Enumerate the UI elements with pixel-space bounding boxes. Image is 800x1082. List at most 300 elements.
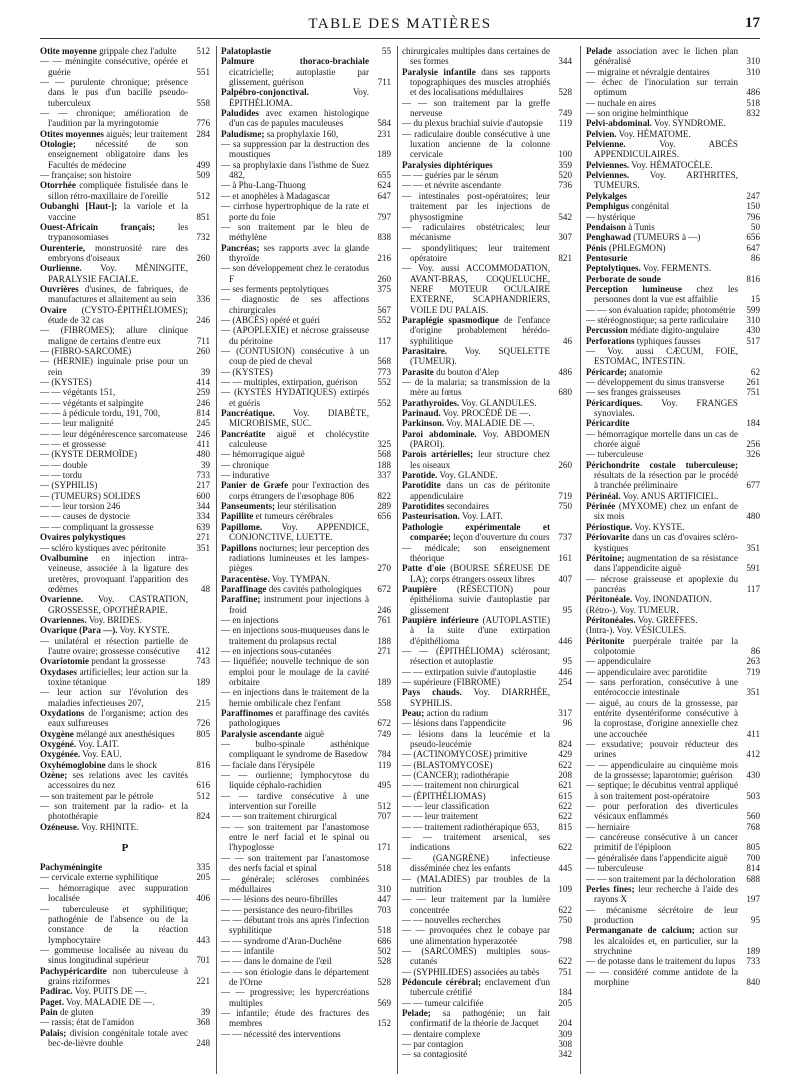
entry-text: — ses franges graisseuses: [586, 387, 681, 398]
entry-text: Voy. HÉMATOME.: [616, 128, 691, 139]
index-entry: [40, 222, 210, 243]
entry-headword: Peau;: [402, 708, 425, 718]
entry-page-number: 814: [196, 408, 210, 419]
entry-text: — — lésions des neuro-fibrilles: [221, 894, 338, 905]
index-entry: [586, 667, 760, 677]
index-entry: [586, 656, 760, 666]
entry-page-number: 184: [558, 987, 572, 998]
entry-text: — radiculaires obstétricales; leur mécanisme: [402, 221, 550, 243]
index-entry: [40, 305, 210, 326]
entry-page-number: 701: [196, 955, 210, 966]
entry-page-number: 216: [377, 252, 391, 263]
index-entry: [586, 139, 760, 160]
entry-text: — (KYSTES): [221, 366, 273, 377]
index-entry: [221, 936, 391, 946]
entry-page-number: 260: [558, 459, 572, 470]
entry-text: pour l'extraction des corps étrangers de l'œsophage 806: [229, 480, 369, 501]
entry-page-number: 430: [746, 770, 760, 781]
entry-text: — unilatéral et résection partielle de l'autre ovaire; grossesse consécutive: [40, 635, 188, 656]
entry-page-number: 39: [200, 459, 210, 470]
entry-headword: Parotidite: [402, 480, 441, 491]
entry-text: Voy. KYSTE.: [117, 625, 170, 636]
entry-text: leur recherche à l'aide des rayons X: [594, 883, 739, 905]
entry-page-number: 260: [196, 345, 210, 356]
index-entry: [40, 615, 210, 625]
index-entry: [221, 708, 391, 729]
index-entry: [40, 356, 210, 377]
entry-page-number: 204: [558, 1018, 572, 1029]
index-entry: [221, 191, 391, 201]
entry-page-number: 260: [196, 252, 210, 263]
entry-page-number: 342: [558, 1049, 572, 1060]
index-entry: [402, 46, 572, 67]
index-entry: [402, 67, 572, 98]
entry-text: (Intra-). Voy. VÉSICULES.: [586, 625, 687, 636]
entry-headword: Perception lumineuse: [586, 283, 682, 294]
index-entry: [402, 832, 572, 853]
entry-page-number: 197: [746, 894, 760, 905]
entry-headword: Papillite: [221, 511, 254, 522]
index-entry: [40, 770, 210, 791]
entry-text: secondaires: [444, 501, 489, 512]
entry-page-number: 308: [558, 1039, 572, 1049]
index-entry: [40, 346, 210, 356]
index-entry: [586, 67, 760, 77]
index-entry: [402, 1049, 572, 1059]
entry-text: — gommeuse localisée au niveau du sinus longitudinal supérieur: [40, 944, 188, 966]
index-entry: [40, 56, 210, 77]
entry-text: — sa suppression par la destruction des moustiques: [221, 139, 369, 160]
entry-text: — son traitement par le bleu de méthylène: [221, 221, 369, 243]
entry-text: anatomie: [626, 366, 663, 377]
index-entry: [586, 636, 760, 657]
entry-text: et paraffinage des cavités pathologiques: [229, 708, 369, 729]
entry-page-number: 655: [377, 170, 391, 181]
entry-page-number: 411: [746, 728, 760, 739]
entry-text: — (SYPHILIDES) associées au tabès: [402, 966, 540, 977]
entry-page-number: 171: [377, 842, 391, 853]
entry-text: — diagnostic de ses affections chirurgicales: [221, 294, 369, 315]
index-entry: [221, 449, 391, 459]
entry-text: (Rétro-). Voy. TUMEUR.: [586, 604, 679, 615]
index-entry: [586, 574, 760, 595]
entry-text: — (SYPHILIS): [40, 480, 98, 491]
entry-text: — échec de l'inoculation sur terrain optimum: [586, 77, 738, 98]
entry-page-number: 558: [377, 697, 391, 708]
entry-headword: Pelviennes.: [586, 159, 630, 170]
entry-headword: Pénis: [586, 242, 607, 253]
index-entry: [40, 243, 210, 264]
index-entry: [221, 139, 391, 160]
entry-page-number: 815: [558, 821, 572, 832]
entry-headword: Pays chauds.: [402, 687, 462, 698]
entry-text: Voy. PUITS DE —.: [72, 986, 147, 997]
entry-headword: Ovaires polykystiques: [40, 532, 126, 543]
entry-headword: Parinaud.: [402, 408, 441, 419]
index-entry: [586, 832, 760, 853]
index-entry: [586, 315, 760, 325]
index-entry: [40, 470, 210, 480]
entry-page-number: 447: [377, 894, 391, 905]
entry-text: chirurgicales multiples dans certaines de ses formes: [402, 46, 550, 67]
index-entry: [221, 325, 391, 346]
index-entry: [586, 274, 760, 284]
entry-page-number: 411: [196, 439, 210, 450]
index-entry: [221, 594, 391, 615]
entry-text: — — son étiologie dans le département de l'Orne: [221, 966, 369, 987]
index-entry: [586, 853, 760, 863]
entry-page-number: 161: [558, 552, 572, 563]
entry-text: association avec le lichen plan généralisé: [594, 46, 738, 67]
index-entry: [221, 243, 391, 264]
index-entry: [586, 460, 760, 491]
entry-text: leur stérilisation: [275, 501, 337, 512]
index-entry: [402, 367, 572, 377]
index-entry: [221, 501, 391, 511]
entry-page-number: 711: [196, 335, 210, 346]
entry-page-number: 816: [196, 759, 210, 770]
entry-headword: Paracentèse.: [221, 573, 270, 584]
index-entry: [40, 656, 210, 666]
entry-text: — Voy. aussi ACCOMMODATION, AVANT-BRAS, COQUELUCHE, NERF MOTEUR OCULAIRE EXTERNE, SCAPHANDRIERS, VOILE DU PALAIS.: [402, 263, 550, 315]
index-entry: [221, 46, 391, 56]
entry-headword: Oxygéné.: [40, 739, 77, 750]
entry-text: — — leur malignité: [40, 418, 114, 429]
entry-text: — son traitement par la radio- et la photothérapie: [40, 801, 188, 822]
entry-page-number: 334: [196, 511, 210, 522]
entry-page-number: 656: [746, 232, 760, 243]
entry-text: — — débutant trois ans après l'infection syphilitique: [221, 914, 369, 936]
index-entry: [221, 956, 391, 966]
entry-text: — — infantile: [221, 945, 275, 956]
entry-headword: Pelykalges: [586, 190, 627, 201]
index-entry: [402, 1039, 572, 1049]
entry-text: — — progressive; les hypercréations multiples: [221, 987, 369, 1008]
entry-headword: Papillons: [221, 542, 257, 553]
index-entry: [586, 874, 760, 884]
entry-page-number: 95: [562, 604, 572, 615]
entry-text: — radiculaire double consécutive à une luxation ancienne de la colonne cervicale: [402, 128, 550, 160]
index-entry: [402, 822, 572, 832]
entry-page-number: 337: [377, 470, 391, 481]
entry-text: — — son traitement chirurgical: [221, 811, 337, 822]
index-entry: [40, 439, 210, 449]
index-entry: [221, 1008, 391, 1029]
entry-text: — (KYSTES HYDATIQUES) extirpés et guéris: [221, 387, 369, 408]
entry-page-number: 512: [377, 801, 391, 812]
entry-headword: Paralysie ascendante: [221, 728, 303, 739]
entry-text: Voy. BRIDES.: [86, 614, 142, 625]
index-entry: [221, 967, 391, 988]
entry-headword: Otites moyennes: [40, 128, 104, 139]
entry-page-number: 502: [377, 945, 391, 956]
entry-page-number: 284: [196, 128, 210, 139]
entry-page-number: 773: [377, 366, 391, 377]
entry-page-number: 552: [377, 397, 391, 408]
entry-headword: Panseuments;: [221, 501, 276, 512]
entry-page-number: 95: [750, 914, 760, 925]
entry-text: Voy. EAU.: [80, 749, 122, 760]
entry-page-number: 711: [377, 77, 391, 88]
entry-text: de l'enfance d'origine probablement hérédo-syphilitique: [410, 314, 550, 346]
index-entry: [221, 56, 391, 87]
entry-text: — liquéfiée; nouvelle technique de son emploi pour le moulage de la cavité orbitaire: [221, 656, 369, 687]
entry-text: — — tumeur calcifiée: [402, 997, 484, 1008]
index-entry: [586, 243, 760, 253]
entry-headword: Pasteurisation.: [402, 511, 460, 522]
entry-text: — (KYSTE DERMOÏDE): [40, 449, 137, 460]
entry-page-number: 221: [196, 975, 210, 986]
entry-page-number: 512: [196, 190, 210, 201]
entry-headword: Pelviennes.: [586, 170, 630, 181]
entry-page-number: 46: [562, 335, 572, 346]
index-entry: [586, 905, 760, 926]
index-entry: [40, 408, 210, 418]
entry-text: — — leur dégénérescence sarcomateuse: [40, 428, 188, 439]
entry-page-number: 189: [377, 149, 391, 160]
index-entry: [586, 925, 760, 956]
index-entry: [402, 977, 572, 998]
index-entry: [586, 336, 760, 346]
entry-page-number: 680: [558, 387, 572, 398]
entry-headword: Périnée: [586, 501, 616, 512]
entry-text: — appendiculaire avec parotidite: [586, 666, 707, 677]
entry-text: — médicale; son enseignement théorique: [402, 542, 550, 563]
index-column-2: [221, 46, 391, 1076]
index-entry: [586, 677, 760, 698]
entry-headword: Paraplégie spasmodique: [402, 314, 499, 325]
entry-headword: Paludides: [221, 108, 259, 119]
entry-page-number: 336: [196, 294, 210, 305]
index-entry: [586, 367, 760, 377]
entry-text: pendant la grossesse: [89, 656, 166, 667]
index-entry: [40, 872, 210, 882]
index-entry: [221, 511, 391, 521]
entry-headword: Otologie;: [40, 139, 76, 150]
entry-text: — — son traitement par la greffe nerveuse: [402, 97, 550, 119]
entry-headword: Oxydations: [40, 708, 85, 718]
index-entry: [402, 925, 572, 946]
index-entry: [40, 760, 210, 770]
index-entry: [40, 325, 210, 346]
index-entry: [586, 967, 760, 988]
index-entry: [221, 584, 391, 594]
entry-text: Voy. HÉMATOCÈLE.: [629, 159, 713, 170]
index-entry: [221, 87, 391, 108]
entry-page-number: 733: [196, 470, 210, 481]
entry-page-number: 542: [558, 211, 572, 222]
entry-text: — — guéries par le sérum: [402, 170, 499, 181]
index-entry: [402, 470, 572, 480]
index-entry: [40, 625, 210, 635]
entry-text: Voy. CASTRATION, GROSSESSE, OPOTHÉRAPIE.: [48, 594, 188, 615]
index-entry: [402, 180, 572, 190]
entry-headword: Paupière: [402, 583, 437, 594]
entry-headword: Perborate de soude: [586, 273, 661, 284]
entry-page-number: 189: [196, 676, 210, 687]
entry-page-number: 119: [377, 759, 391, 770]
index-entry: [586, 698, 760, 739]
entry-text: — herniaire: [586, 821, 630, 832]
entry-page-number: 117: [377, 335, 391, 346]
entry-text: — intestinales post-opératoires; leur traitement par les injections de physostigmine: [402, 190, 550, 222]
entry-text: — (APOPLEXIE) et nécrose graisseuse du péritoine: [221, 325, 369, 346]
entry-page-number: 261: [746, 377, 760, 387]
entry-text: — (SARCOMES) multiples sous-cutanés: [402, 945, 550, 967]
entry-page-number: 351: [196, 542, 210, 553]
entry-text: — rassis; état de l'amidon: [40, 1017, 135, 1028]
entry-headword: Pelvien.: [586, 128, 617, 139]
entry-headword: Pentosurie: [586, 252, 628, 263]
entry-text: — — leur torsion 246: [40, 501, 121, 512]
entry-text: — (BLASTOMYCOSE): [402, 759, 493, 770]
index-entry: [40, 418, 210, 428]
index-entry: [40, 966, 210, 987]
entry-text: — — considéré comme antidote de la morphine: [586, 966, 738, 987]
entry-text: Voy. ARTHRITES, TUMEURS.: [594, 170, 738, 191]
index-entry: [221, 222, 391, 243]
entry-headword: Parathyroïdes.: [402, 397, 460, 408]
index-entry: [586, 553, 760, 574]
entry-page-number: 732: [196, 232, 210, 243]
entry-text: la variole et la vaccine: [48, 201, 188, 222]
entry-headword: Ouest-Africain français;: [40, 221, 156, 232]
entry-text: — française; son histoire: [40, 170, 132, 181]
entry-page-number: 406: [196, 893, 210, 904]
entry-page-number: 639: [196, 521, 210, 532]
entry-text: en injection intra-veineuse, associée à la ligature des uretères, provoquant l'apparition des œdèmes: [48, 552, 188, 594]
entry-page-number: 822: [377, 490, 391, 501]
entry-page-number: 707: [377, 811, 391, 822]
index-entry: [586, 956, 760, 966]
entry-page-number: 517: [746, 335, 760, 346]
entry-headword: Oxygène: [40, 728, 74, 739]
index-entry: [402, 377, 572, 398]
entry-page-number: 117: [746, 583, 760, 594]
index-entry: [40, 708, 210, 729]
index-entry: [402, 718, 572, 728]
entry-page-number: 647: [746, 242, 760, 253]
entry-text: — chronique: [221, 459, 269, 470]
entry-page-number: 821: [558, 252, 572, 263]
entry-page-number: 624: [377, 180, 391, 191]
entry-text: Voy. DIARRHÉE, SYPHILIS.: [410, 687, 551, 708]
entry-headword: Paraffine;: [221, 594, 261, 605]
index-entry: [402, 853, 572, 874]
entry-text: — son traitement par le pétrole: [40, 790, 154, 801]
entry-headword: Palmure thoraco-brachiale: [221, 56, 369, 67]
entry-text: — tuberculeuse et syphilitique; pathogénie de l'absence ou de la constance de la réaction lymphocytaire: [40, 903, 188, 945]
entry-page-number: 15: [750, 294, 760, 305]
entry-text: — (ACTINOMYCOSE) primitive: [402, 749, 528, 760]
index-entry: [402, 801, 572, 811]
entry-text: dans ses rapports topographiques des muscles atrophiés et des localisations médullaires: [410, 66, 550, 98]
index-entry: [221, 946, 391, 956]
entry-text: — supérieure (FIBROME): [402, 676, 500, 687]
entry-text: — hémorragique mortelle dans un cas de chorée aiguë: [586, 428, 738, 450]
entry-page-number: 39: [200, 366, 210, 377]
index-entry: [221, 129, 391, 139]
entry-page-number: 784: [377, 749, 391, 760]
entry-text: et tumeurs cérébrales: [253, 511, 333, 522]
entry-page-number: 289: [377, 501, 391, 512]
entry-text: — — causes de dystocie: [40, 511, 130, 522]
entry-headword: Palatoplastie: [221, 46, 272, 56]
entry-page-number: 703: [377, 904, 391, 915]
entry-page-number: 189: [377, 676, 391, 687]
entry-headword: Péritonite: [586, 635, 625, 646]
entry-text: — — son traitement par la décholoration: [586, 873, 736, 884]
entry-text: Voy. SQUELETTE (TUMEUR).: [410, 345, 550, 367]
entry-text: — bulbo-spinale asthénique compliquant le syndrome de Basedow: [221, 739, 369, 760]
entry-page-number: 750: [558, 501, 572, 512]
entry-headword: Pelade;: [402, 1007, 431, 1018]
entry-text: — — (ÉPITHÉLIOMA) sclérosant; résection et autoplastie: [402, 645, 550, 667]
entry-page-number: 248: [196, 1037, 210, 1048]
entry-page-number: 310: [746, 314, 760, 325]
entry-page-number: 591: [746, 563, 760, 574]
entry-page-number: 86: [750, 252, 760, 263]
entry-text: congénital: [628, 201, 670, 212]
entry-page-number: 552: [377, 377, 391, 387]
index-entry: [221, 429, 391, 450]
entry-page-number: 259: [196, 387, 210, 398]
index-entry: [586, 377, 760, 387]
entry-text: Voy. PROCÉDÉ DE —.: [440, 408, 531, 419]
index-entry: [40, 180, 210, 201]
entry-headword: Périovarite: [586, 532, 630, 543]
index-entry: [221, 367, 391, 377]
index-entry: [40, 480, 210, 490]
entry-text: — sa prophylaxie dans l'isthme de Suez 482,: [221, 159, 369, 181]
entry-text: (AUTOPLASTIE) à la suite d'une extirpation d'épithélioma: [410, 614, 550, 646]
index-entry: [221, 615, 391, 625]
entry-text: puerpérale traitée par la colpotomie: [594, 635, 738, 656]
entry-page-number: 805: [746, 842, 760, 853]
entry-text: Voy. DIABÈTE, MICROBISME, SUC.: [229, 408, 369, 429]
index-entry: [40, 687, 210, 708]
entry-text: — exsudative; pouvoir réducteur des urines: [586, 739, 738, 760]
entry-text: Voy. ÉPITHÉLIOMA.: [229, 87, 369, 108]
index-entry: [221, 811, 391, 821]
entry-page-number: 677: [746, 480, 760, 491]
entry-page-number: 325: [377, 439, 391, 450]
index-entry: [402, 687, 572, 708]
entry-page-number: 569: [377, 997, 391, 1008]
index-entry: [402, 418, 572, 428]
entry-headword: Paraffinomes: [221, 708, 274, 718]
entry-page-number: 719: [558, 490, 572, 501]
entry-text: — (CONTUSION) consécutive à un coup de pied de cheval: [221, 345, 369, 367]
section-letter: P: [121, 842, 129, 855]
index-entry: [402, 791, 572, 801]
index-entry: [221, 625, 391, 646]
entry-text: — — chronique; amélioration de l'audition par la myringotomie: [40, 108, 188, 129]
entry-text: Voy. GREFFES.: [635, 614, 698, 625]
entry-text: — lésions dans l'appendicite: [402, 718, 506, 729]
entry-text: — à Phu-Lang-Thuong: [221, 180, 306, 191]
entry-page-number: 310: [746, 56, 760, 67]
entry-page-number: 768: [746, 821, 760, 832]
entry-headword: Pendaison: [586, 221, 626, 232]
entry-page-number: 567: [377, 304, 391, 315]
entry-text: ses rapports avec la glande thyroïde: [229, 242, 369, 263]
index-entry: [40, 201, 210, 222]
entry-page-number: 407: [558, 573, 572, 584]
index-entry: [586, 822, 760, 832]
index-entry: [221, 408, 391, 429]
entry-headword: Ourlienne.: [40, 263, 82, 274]
